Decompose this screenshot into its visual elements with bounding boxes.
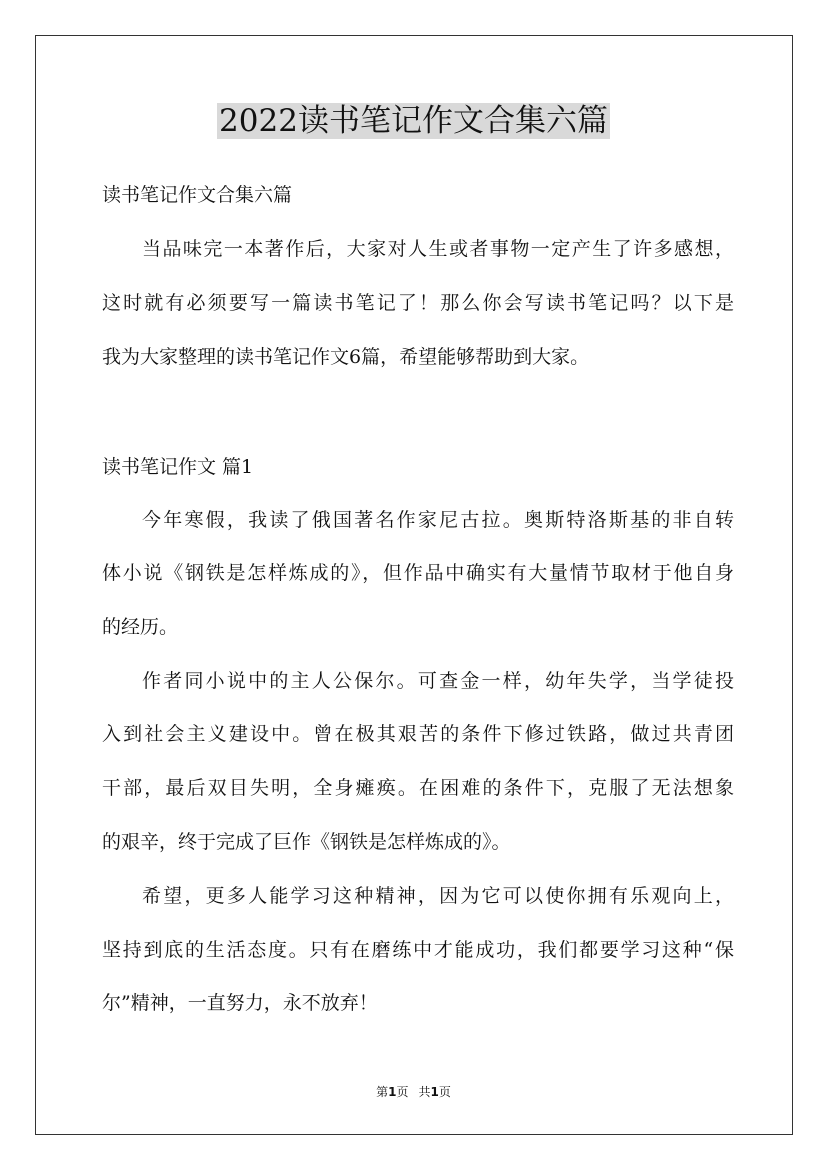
page-number: 1 <box>388 1085 397 1099</box>
paragraph3-line-1: 希望，更多人能学习这种精神，因为它可以使你拥有乐观向上， <box>142 885 734 907</box>
paragraph1-line-3: 的经历。 <box>102 616 179 638</box>
page-suffix: 页 <box>396 1085 409 1099</box>
paragraph3-line-2: 坚持到底的生活态度。只有在磨练中才能成功，我们都要学习这种“保 <box>102 939 734 961</box>
total-suffix: 页 <box>438 1085 451 1099</box>
paragraph3-line-3: 尔”精神，一直努力，永不放弃！ <box>102 992 378 1014</box>
page-footer <box>0 1083 827 1101</box>
intro-line-1: 当品味完一本著作后，大家对人生或者事物一定产生了许多感想， <box>142 238 734 260</box>
page-prefix: 第 <box>376 1085 389 1099</box>
document-title-text: 2022读书笔记作文合集六篇 <box>219 103 608 139</box>
paragraph1-line-2: 体小说《钢铁是怎样炼成的》，但作品中确实有大量情节取材于他自身 <box>102 562 734 584</box>
document-title <box>0 98 827 144</box>
paragraph1-line-1: 今年寒假，我读了俄国著名作家尼古拉。奥斯特洛斯基的非自转 <box>142 509 734 531</box>
paragraph2-line-2: 入到社会主义建设中。曾在极其艰苦的条件下修过铁路，做过共青团 <box>102 723 734 745</box>
paragraph2-line-3: 干部，最后双目失明，全身瘫痪。在困难的条件下，克服了无法想象 <box>102 777 734 799</box>
document-subtitle: 读书笔记作文合集六篇 <box>102 184 293 206</box>
total-number: 1 <box>430 1085 439 1099</box>
intro-line-3: 我为大家整理的读书笔记作文6篇，希望能够帮助到大家。 <box>102 346 590 368</box>
paragraph2-line-4: 的艰辛，终于完成了巨作《钢铁是怎样炼成的》。 <box>102 831 511 853</box>
total-prefix: 共 <box>418 1085 431 1099</box>
paragraph2-line-1: 作者同小说中的主人公保尔。可查金一样，幼年失学，当学徒投 <box>142 670 734 692</box>
section-heading: 读书笔记作文 篇1 <box>102 456 254 478</box>
intro-line-2: 这时就有必须要写一篇读书笔记了！那么你会写读书笔记吗？以下是 <box>102 292 734 314</box>
